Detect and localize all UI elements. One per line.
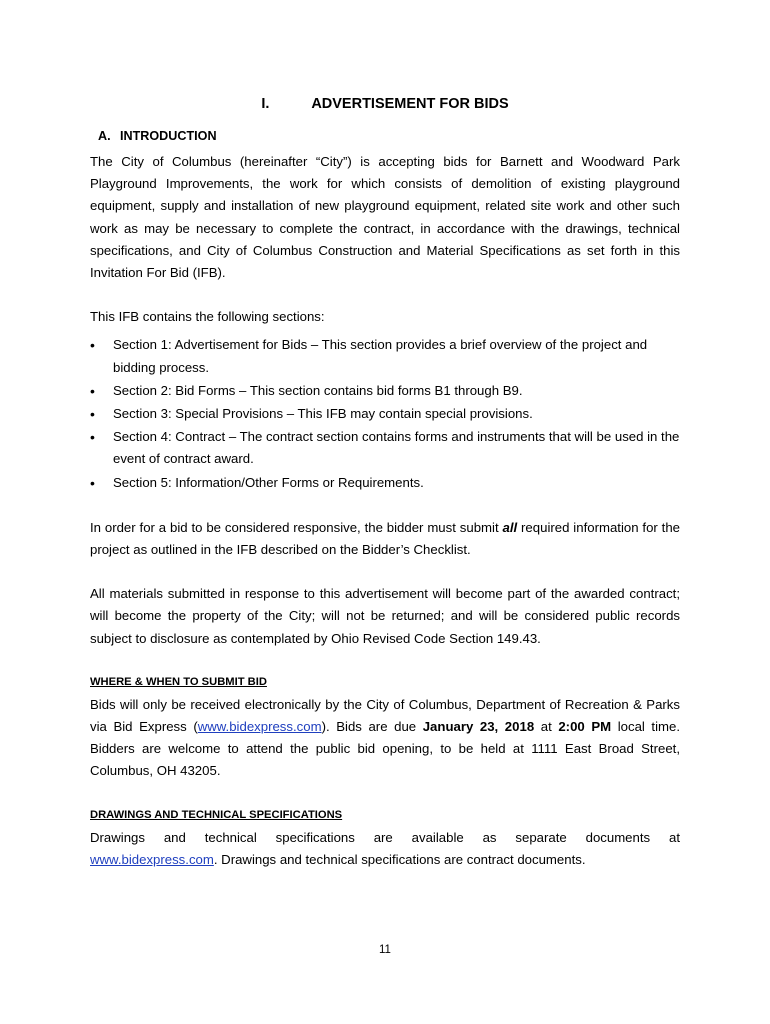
sections-intro: This IFB contains the following sections: xyxy=(90,309,325,325)
page-number: 11 xyxy=(379,944,391,956)
bidexpress-link[interactable]: www.bidexpress.com xyxy=(197,719,322,735)
bullet-icon: • xyxy=(90,429,95,446)
list-item-text: Section 5: Information/Other Forms or Requirements. xyxy=(113,474,424,490)
page-title xyxy=(90,93,680,115)
section-number: I. xyxy=(261,96,270,112)
list-item xyxy=(90,426,680,470)
where-when-paragraph: Bids will only be received electronically by the City of Columbus, Department of Recreation & Parks via Bid Express (www.bidexpress.com). Bids are due January 23, 2018 at 2:00 PM local time. Bidders are welcome to attend the public bid opening, to be held at 1111 East Broad Street, Columbus, OH 43205. xyxy=(90,696,681,779)
list-item xyxy=(90,472,680,494)
document-content xyxy=(90,93,680,871)
drawings-line-1: Drawings and technical specifications are available as separate documents at xyxy=(90,829,680,845)
list-item-text: Section 2: Bid Forms – This section contains bid forms B1 through B9. xyxy=(113,382,523,398)
list-item xyxy=(90,380,680,402)
due-time: 2:00 PM xyxy=(558,719,612,735)
materials-paragraph: All materials submitted in response to this advertisement will become part of the awarded contract; will become the property of the City; will not be returned; and will be considered public records subject to disclosure as contemplated by Ohio Revised Code Section 149.43. xyxy=(90,586,680,646)
list-item-text: Section 4: Contract – The contract section contains forms and instruments that will be used in the event of contract award. xyxy=(113,429,680,467)
drawings-heading: DRAWINGS AND TECHNICAL SPECIFICATIONS xyxy=(90,808,343,821)
section-title: ADVERTISEMENT FOR BIDS xyxy=(311,96,509,112)
drawings-line-2: www.bidexpress.com. Drawings and technical specifications are contract documents. xyxy=(90,851,586,867)
bidexpress-link-2[interactable]: www.bidexpress.com xyxy=(90,851,214,867)
bullet-icon: • xyxy=(90,474,95,491)
bullet-icon: • xyxy=(90,382,95,399)
list-item xyxy=(90,403,680,425)
where-when-heading: WHERE & WHEN TO SUBMIT BID xyxy=(90,675,267,688)
introduction-paragraph: The City of Columbus (hereinafter “City”) is accepting bids for Barnett and Woodward Park Playground Improvements, the work for which consists of demolition of existing playground equipment, supply and installation of new playground equipment, related site work and other such work as may be necessary to complete the contract, in accordance with the drawings, technical specifications, and City of Columbus Construction and Material Specifications as set forth in this Invitation For Bid (IFB). xyxy=(90,154,680,281)
responsive-paragraph: In order for a bid to be considered responsive, the bidder must submit all required information for the project as outlined in the IFB described on the Bidder’s Checklist. xyxy=(90,519,681,558)
subsection-title: INTRODUCTION xyxy=(120,129,217,143)
list-item xyxy=(90,334,680,378)
sections-list xyxy=(90,334,680,493)
subsection-letter: A. xyxy=(98,129,111,143)
bullet-icon: • xyxy=(90,337,95,354)
list-item-text: Section 3: Special Provisions – This IFB may contain special provisions. xyxy=(113,406,533,422)
due-date: January 23, 2018 xyxy=(422,719,535,735)
bullet-icon: • xyxy=(90,406,95,423)
list-item-text: Section 1: Advertisement for Bids – This section provides a brief overview of the project and bidding process. xyxy=(113,337,648,375)
emphasis-all: all xyxy=(502,519,518,535)
introduction-heading xyxy=(98,126,680,146)
